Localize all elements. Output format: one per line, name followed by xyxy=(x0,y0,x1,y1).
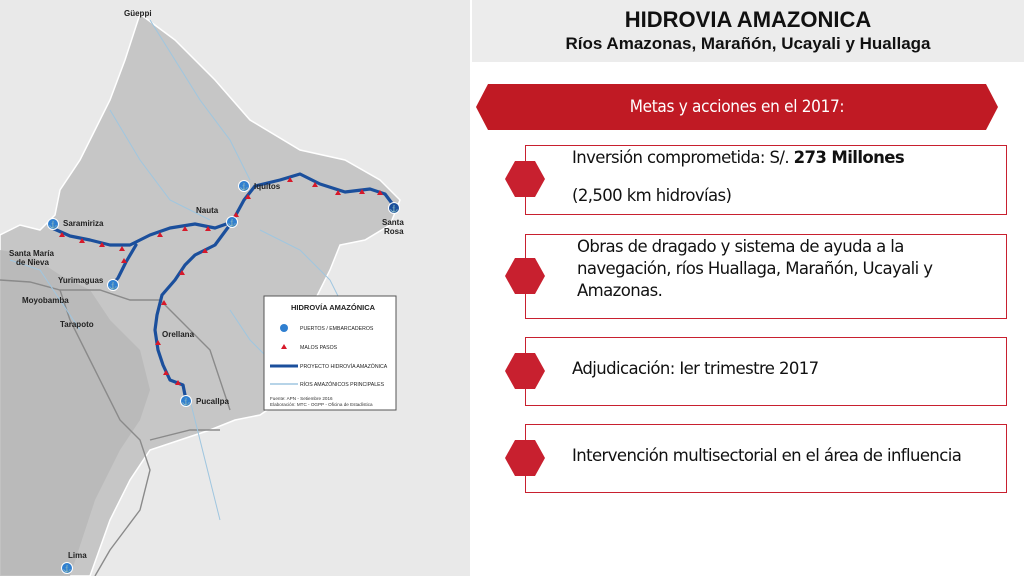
city-tarapoto: Tarapoto xyxy=(60,320,94,329)
goal-item-investment xyxy=(505,145,1007,215)
city-lima: Lima xyxy=(68,551,87,560)
city-yurimaguas: Yurimaguas xyxy=(58,276,104,285)
svg-text:⚓: ⚓ xyxy=(227,220,237,227)
adjudication-text: Adjudicación: Ier trimestre 2017 xyxy=(572,359,819,378)
svg-text:⚓: ⚓ xyxy=(239,184,249,191)
intervention-text: Intervención multisectorial en el área de influencia xyxy=(572,446,962,465)
dredging-text: Obras de dragado y sistema de ayuda a la navegación, ríos Huallaga, Marañón, Ucayali y Amazonas. xyxy=(577,237,933,301)
svg-text:⚓: ⚓ xyxy=(48,222,58,229)
banner-label: Metas y acciones en el 2017: xyxy=(629,97,845,117)
page-subtitle: Ríos Amazonas, Marañón, Ucayali y Huallaga xyxy=(565,34,931,53)
hexagon-bullet-icon xyxy=(505,353,545,389)
legend-rivers: RÍOS AMAZÓNICOS PRINCIPALES xyxy=(300,382,385,388)
goals-banner xyxy=(476,84,998,130)
goal-item-intervention xyxy=(505,424,1007,494)
investment-prefix: Inversión comprometida: S/. xyxy=(572,148,794,167)
port-icon xyxy=(48,219,59,230)
city-orellana: Orellana xyxy=(162,330,195,339)
hidrovia-map xyxy=(0,0,470,576)
goal-item-dredging xyxy=(505,234,1007,320)
title-box xyxy=(472,0,1024,62)
svg-text:⚓: ⚓ xyxy=(108,283,118,290)
city-santa-maria-line1: Santa María xyxy=(9,249,54,258)
svg-text:⚓: ⚓ xyxy=(62,566,72,573)
city-nauta: Nauta xyxy=(196,206,219,215)
port-icon xyxy=(280,324,288,332)
legend-ports: PUERTOS / EMBARCADEROS xyxy=(300,326,374,332)
map-legend xyxy=(264,296,396,410)
legend-title: HIDROVÍA AMAZÓNICA xyxy=(291,303,376,312)
city-pucallpa: Pucallpa xyxy=(196,397,229,406)
city-santa-rosa-line1: Santa xyxy=(382,218,404,227)
city-santa-rosa-line2: Rosa xyxy=(384,227,404,236)
port-icon xyxy=(181,396,192,407)
legend-source: Fuente: APN - Setiembre 2016 xyxy=(270,396,333,401)
svg-text:⚓: ⚓ xyxy=(389,206,399,213)
hexagon-bullet-icon xyxy=(505,440,545,476)
city-moyobamba: Moyobamba xyxy=(22,296,69,305)
port-icon xyxy=(239,181,250,192)
legend-bad-passes: MALOS PASOS xyxy=(300,345,338,351)
hexagon-bullet-icon xyxy=(505,258,545,294)
city-santa-maria-line2: de Nieva xyxy=(16,258,49,267)
city-gueppi: Güeppi xyxy=(124,9,152,18)
port-icon xyxy=(108,280,119,291)
port-icon xyxy=(389,203,400,214)
legend-elaboration: Elaboración: MTC - OGPP - Oficina de Estadística xyxy=(270,402,373,407)
svg-text:⚓: ⚓ xyxy=(181,399,191,406)
port-icon xyxy=(227,217,238,228)
city-saramiriza: Saramiriza xyxy=(63,219,104,228)
investment-km: (2,500 km hidrovías) xyxy=(572,186,732,205)
legend-project: PROYECTO HIDROVÍA AMAZÓNICA xyxy=(300,364,388,370)
city-iquitos: Iquitos xyxy=(254,182,281,191)
hexagon-bullet-icon xyxy=(505,161,545,197)
investment-amount: 273 Millones xyxy=(793,148,905,167)
page-title: HIDROVIA AMAZONICA xyxy=(624,7,872,32)
port-icon xyxy=(62,563,73,574)
goal-item-adjudication xyxy=(505,337,1007,407)
